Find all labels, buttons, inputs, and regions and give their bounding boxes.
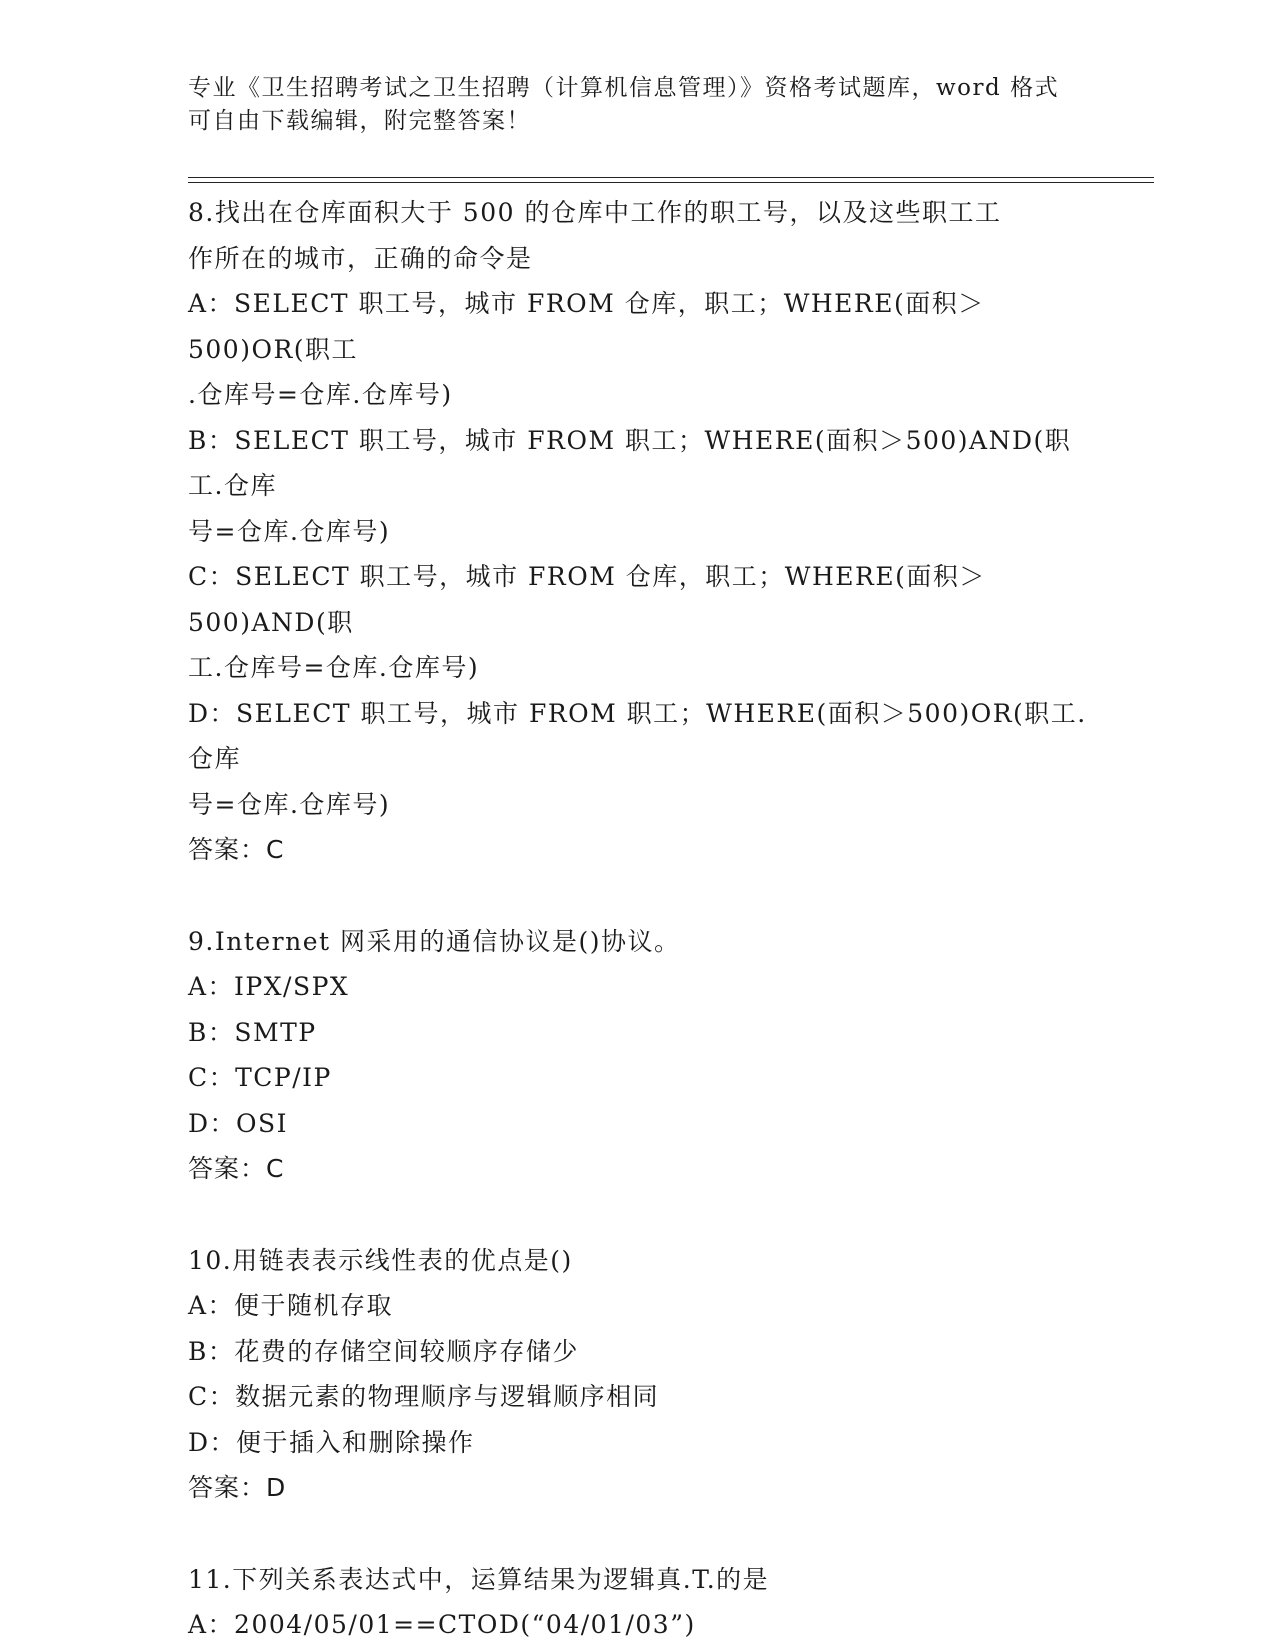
document-header	[188, 72, 1088, 138]
question-stem-line: 8.找出在仓库面积大于 500 的仓库中工作的职工号，以及这些职工工	[188, 198, 1002, 227]
option-line: C：TCP/IP	[188, 1063, 332, 1092]
option-line: A：IPX/SPX	[188, 972, 350, 1001]
question-block	[188, 919, 1088, 1192]
question-list	[188, 190, 1088, 1648]
question-spacer	[188, 1511, 1088, 1557]
option-line: B：SMTP	[188, 1017, 317, 1047]
option-line: 号=仓库.仓库号)	[188, 789, 391, 819]
option-line: C：数据元素的物理顺序与逻辑顺序相同	[188, 1382, 660, 1411]
question-stem-line: 作所在的城市，正确的命令是	[188, 243, 533, 273]
option-line: B：SELECT 职工号，城市 FROM 职工；WHERE(面积＞500)AND(职工.仓库	[188, 425, 1072, 500]
header-line-2: 可自由下载编辑，附完整答案！	[188, 108, 531, 134]
question-spacer	[188, 1192, 1088, 1238]
question-block	[188, 190, 1088, 873]
option-line: D：SELECT 职工号，城市 FROM 职工；WHERE(面积＞500)OR(职工.仓库	[188, 698, 1087, 773]
option-line: A：SELECT 职工号，城市 FROM 仓库，职工；WHERE(面积＞500)OR(职工	[188, 289, 985, 364]
option-line: .仓库号=仓库.仓库号)	[188, 380, 453, 409]
answer-line: 答案：C	[188, 1154, 285, 1183]
option-line: 工.仓库号=仓库.仓库号)	[188, 653, 480, 682]
answer-line: 答案：C	[188, 835, 285, 864]
option-line: C：SELECT 职工号，城市 FROM 仓库，职工；WHERE(面积＞500)AND(职	[188, 562, 986, 637]
header-rule-bottom	[188, 182, 1154, 183]
header-rule-top	[188, 177, 1154, 178]
option-line: D：OSI	[188, 1108, 289, 1138]
answer-line: 答案：D	[188, 1473, 287, 1502]
option-line: B：花费的存储空间较顺序存储少	[188, 1336, 579, 1366]
question-stem-line: 10.用链表表示线性表的优点是()	[188, 1245, 573, 1275]
option-line: D：便于插入和删除操作	[188, 1427, 475, 1457]
question-block	[188, 1557, 1088, 1648]
question-stem-line: 9.Internet 网采用的通信协议是()协议。	[188, 926, 681, 956]
question-spacer	[188, 873, 1088, 919]
question-block	[188, 1238, 1088, 1511]
question-stem-line: 11.下列关系表达式中，运算结果为逻辑真.T.的是	[188, 1564, 770, 1594]
header-line-1: 专业《卫生招聘考试之卫生招聘（计算机信息管理）》资格考试题库，word 格式	[188, 75, 1060, 101]
option-line: A：2004/05/01==CTOD(“04/01/03”)	[188, 1610, 696, 1639]
option-line: A：便于随机存取	[188, 1291, 394, 1320]
option-line: 号=仓库.仓库号)	[188, 516, 391, 546]
